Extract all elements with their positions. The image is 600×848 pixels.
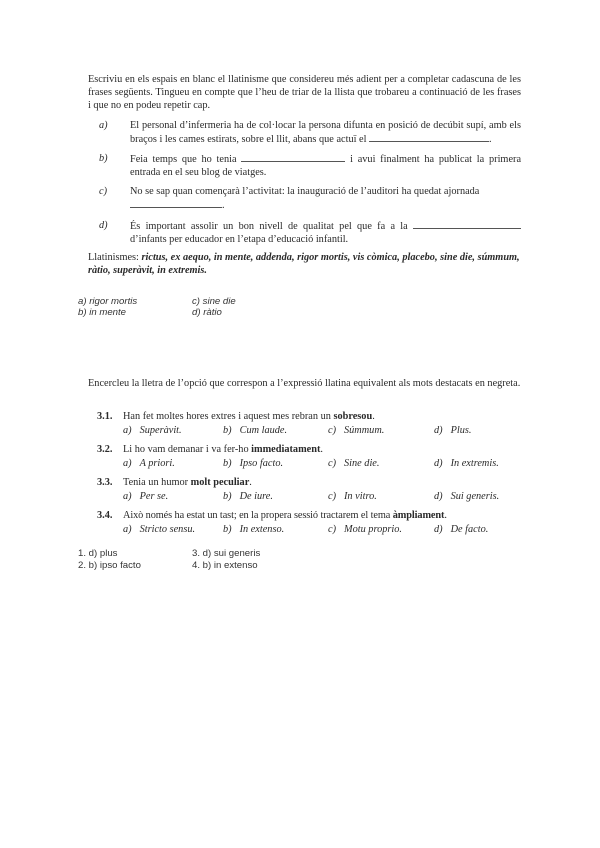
exercise2-answer: 2. b) ipso facto (78, 560, 141, 571)
option-c[interactable]: c) Motu proprio. (328, 524, 402, 535)
options-row (123, 490, 521, 503)
option-a[interactable]: a) Stricto sensu. (123, 524, 196, 535)
option-b[interactable]: b) De iure. (223, 491, 273, 502)
option-b[interactable]: b) Cum laude. (223, 425, 288, 436)
latinisms-list (88, 251, 521, 277)
answer-blank[interactable] (413, 219, 521, 229)
option-a[interactable]: a) Superàvit. (123, 425, 182, 436)
item-letter: c) (99, 186, 107, 197)
exercise1-instructions: Escriviu en els espais en blanc el llatinisme que considereu més adient per a completar cadascuna de les frases següents. Tingueu en compte que l’heu de triar de la llista que trobareu a continuació de les frases i que no en podeu repetir cap. (88, 74, 521, 111)
options-row (123, 523, 521, 536)
question-3-3 (97, 476, 521, 504)
exercise2-instructions: Encercleu la lletra de l’opció que correspon a l’expressió llatina equivalent als mots destacats en negreta. (88, 378, 521, 389)
exercise1-answer: b) in mente (78, 307, 126, 318)
option-c[interactable]: c) Súmmum. (328, 425, 385, 436)
item-letter: d) (99, 220, 108, 231)
option-b[interactable]: b) In extenso. (223, 524, 285, 535)
question-number: 3.1. (97, 411, 113, 422)
option-c[interactable]: c) Sine die. (328, 458, 380, 469)
question-number: 3.4. (97, 510, 113, 521)
exercise2-answer: 3. d) sui generis (192, 548, 261, 559)
options-row (123, 457, 521, 470)
question-3-4 (97, 509, 521, 537)
option-b[interactable]: b) Ipso facto. (223, 458, 284, 469)
option-a[interactable]: a) A priori. (123, 458, 175, 469)
highlighted-words: sobresou (333, 411, 373, 422)
question-text: Li ho vam demanar i va fer-ho immediatament. (123, 444, 323, 455)
answer-blank[interactable] (241, 152, 345, 162)
question-text: Això només ha estat un tast; en la propera sessió tractarem el tema àmpliament. (123, 510, 447, 521)
latinisms-label: Llatinismes: (88, 252, 139, 263)
exercise1-item-a (99, 119, 521, 147)
question-text: Han fet moltes hores extres i aquest mes rebran un sobresou. (123, 411, 375, 422)
options-row (123, 424, 521, 437)
option-d[interactable]: d) Sui generis. (434, 491, 500, 502)
question-number: 3.3. (97, 477, 113, 488)
question-3-1 (97, 410, 521, 438)
question-number: 3.2. (97, 444, 113, 455)
exercise1-item-c (99, 185, 521, 213)
highlighted-words: immediatament (251, 444, 321, 455)
item-text: Feia temps que ho tenia i avui finalment ha publicat la primera entrada en el seu blog de viatges. (130, 154, 522, 178)
item-text: No se sap quan començarà l’activitat: la inauguració de l’auditori ha quedat ajornada . (130, 186, 480, 211)
exercise1-answer: a) rigor mortis (78, 296, 138, 307)
exercise1-item-d (99, 219, 521, 247)
exercise2-answer: 4. b) in extenso (192, 560, 258, 571)
item-letter: a) (99, 120, 108, 131)
exercise1-item-b (99, 152, 521, 180)
item-text: El personal d’infermeria ha de col·locar la persona difunta en posició de decúbit supí, amb els braços i les cames estirats, sobre el llit, abans que actuï el . (130, 120, 521, 145)
highlighted-words: àmpliament (392, 510, 445, 521)
option-c[interactable]: c) In vitro. (328, 491, 377, 502)
option-d[interactable]: d) Plus. (434, 425, 472, 436)
item-text: És important assolir un bon nivell de qualitat pel que fa a la d’infants per educador en l’etapa d’educació infantil. (130, 219, 521, 246)
answer-blank[interactable] (369, 132, 489, 142)
exercise1-answer: d) ràtio (192, 307, 222, 318)
option-a[interactable]: a) Per se. (123, 491, 169, 502)
latinisms-items: rictus, ex aequo, in mente, addenda, rigor mortis, vis còmica, placebo, sine die, súmmum, ràtio, superàvit, in extremis. (88, 252, 520, 276)
answer-blank[interactable] (130, 198, 222, 208)
question-text: Tenia un humor molt peculiar. (123, 477, 252, 488)
exercise2-answer: 1. d) plus (78, 548, 118, 559)
highlighted-words: molt peculiar (190, 477, 250, 488)
exercise1-answer: c) sine die (192, 296, 236, 307)
question-3-2 (97, 443, 521, 471)
option-d[interactable]: d) De facto. (434, 524, 489, 535)
option-d[interactable]: d) In extremis. (434, 458, 499, 469)
item-letter: b) (99, 153, 108, 164)
